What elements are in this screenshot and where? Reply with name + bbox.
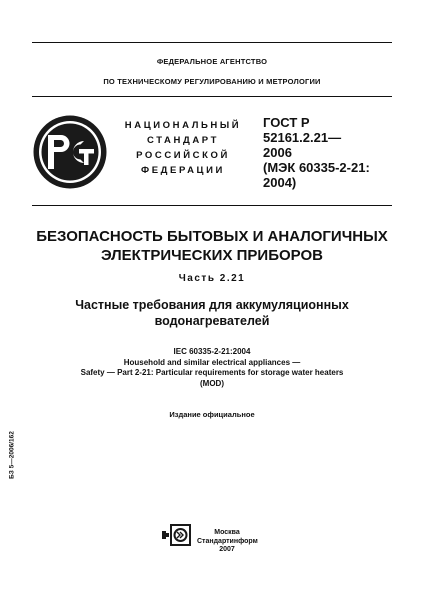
iec-line-3: Safety — Part 2-21: Particular requirements for storage water heaters: [80, 368, 344, 377]
top-rule: [32, 42, 392, 43]
subtitle-line-2: водонагревателей: [154, 314, 270, 328]
national-standard-line-3: РОССИЙСКОЙ: [136, 150, 230, 161]
side-code-text: БЗ 5—2006/162: [8, 431, 16, 479]
publisher-info: [197, 529, 257, 555]
publisher-name: Стандартинформ: [197, 537, 258, 545]
designation-line-2: 52161.2.21—: [263, 130, 342, 145]
publisher-logo-icon: [160, 522, 192, 548]
agency-line-2: ПО ТЕХНИЧЕСКОМУ РЕГУЛИРОВАНИЮ И МЕТРОЛОГИИ: [103, 77, 321, 86]
national-standard-line-4: ФЕДЕРАЦИИ: [141, 165, 225, 176]
edition-label: Издание официальное: [169, 410, 255, 419]
document-subtitle: [0, 297, 424, 329]
iec-reference: [0, 347, 424, 389]
title-line-1: БЕЗОПАСНОСТЬ БЫТОВЫХ И АНАЛОГИЧНЫХ: [36, 228, 388, 245]
national-standard-line-1: НАЦИОНАЛЬНЫЙ: [124, 120, 242, 131]
national-standard-line-2: СТАНДАРТ: [147, 135, 219, 146]
part-number: Часть 2.21: [178, 273, 246, 284]
rst-logo-icon: [30, 112, 110, 192]
standard-designation: [263, 115, 403, 190]
iec-line-2: Household and similar electrical appliances —: [123, 357, 301, 367]
title-line-2: ЭЛЕКТРИЧЕСКИХ ПРИБОРОВ: [101, 247, 323, 264]
title-rule: [32, 205, 392, 206]
designation-line-3: 2006: [263, 145, 292, 160]
publisher-year: 2007: [219, 546, 235, 553]
document-title: [0, 227, 424, 265]
side-code: [5, 431, 19, 479]
designation-line-1: ГОСТ Р: [263, 115, 310, 130]
publisher-city: Москва: [214, 529, 240, 536]
iec-line-1: IEC 60335-2-21:2004: [173, 347, 251, 356]
subtitle-line-1: Частные требования для аккумуляционных: [75, 298, 349, 312]
header-rule: [32, 96, 392, 97]
iec-line-4: (MOD): [200, 378, 224, 388]
designation-line-4: (МЭК 60335-2-21:: [263, 160, 370, 175]
agency-line-1: ФЕДЕРАЛЬНОЕ АГЕНТСТВО: [156, 57, 268, 66]
designation-line-5: 2004): [263, 175, 297, 190]
national-standard-block: [118, 118, 248, 178]
